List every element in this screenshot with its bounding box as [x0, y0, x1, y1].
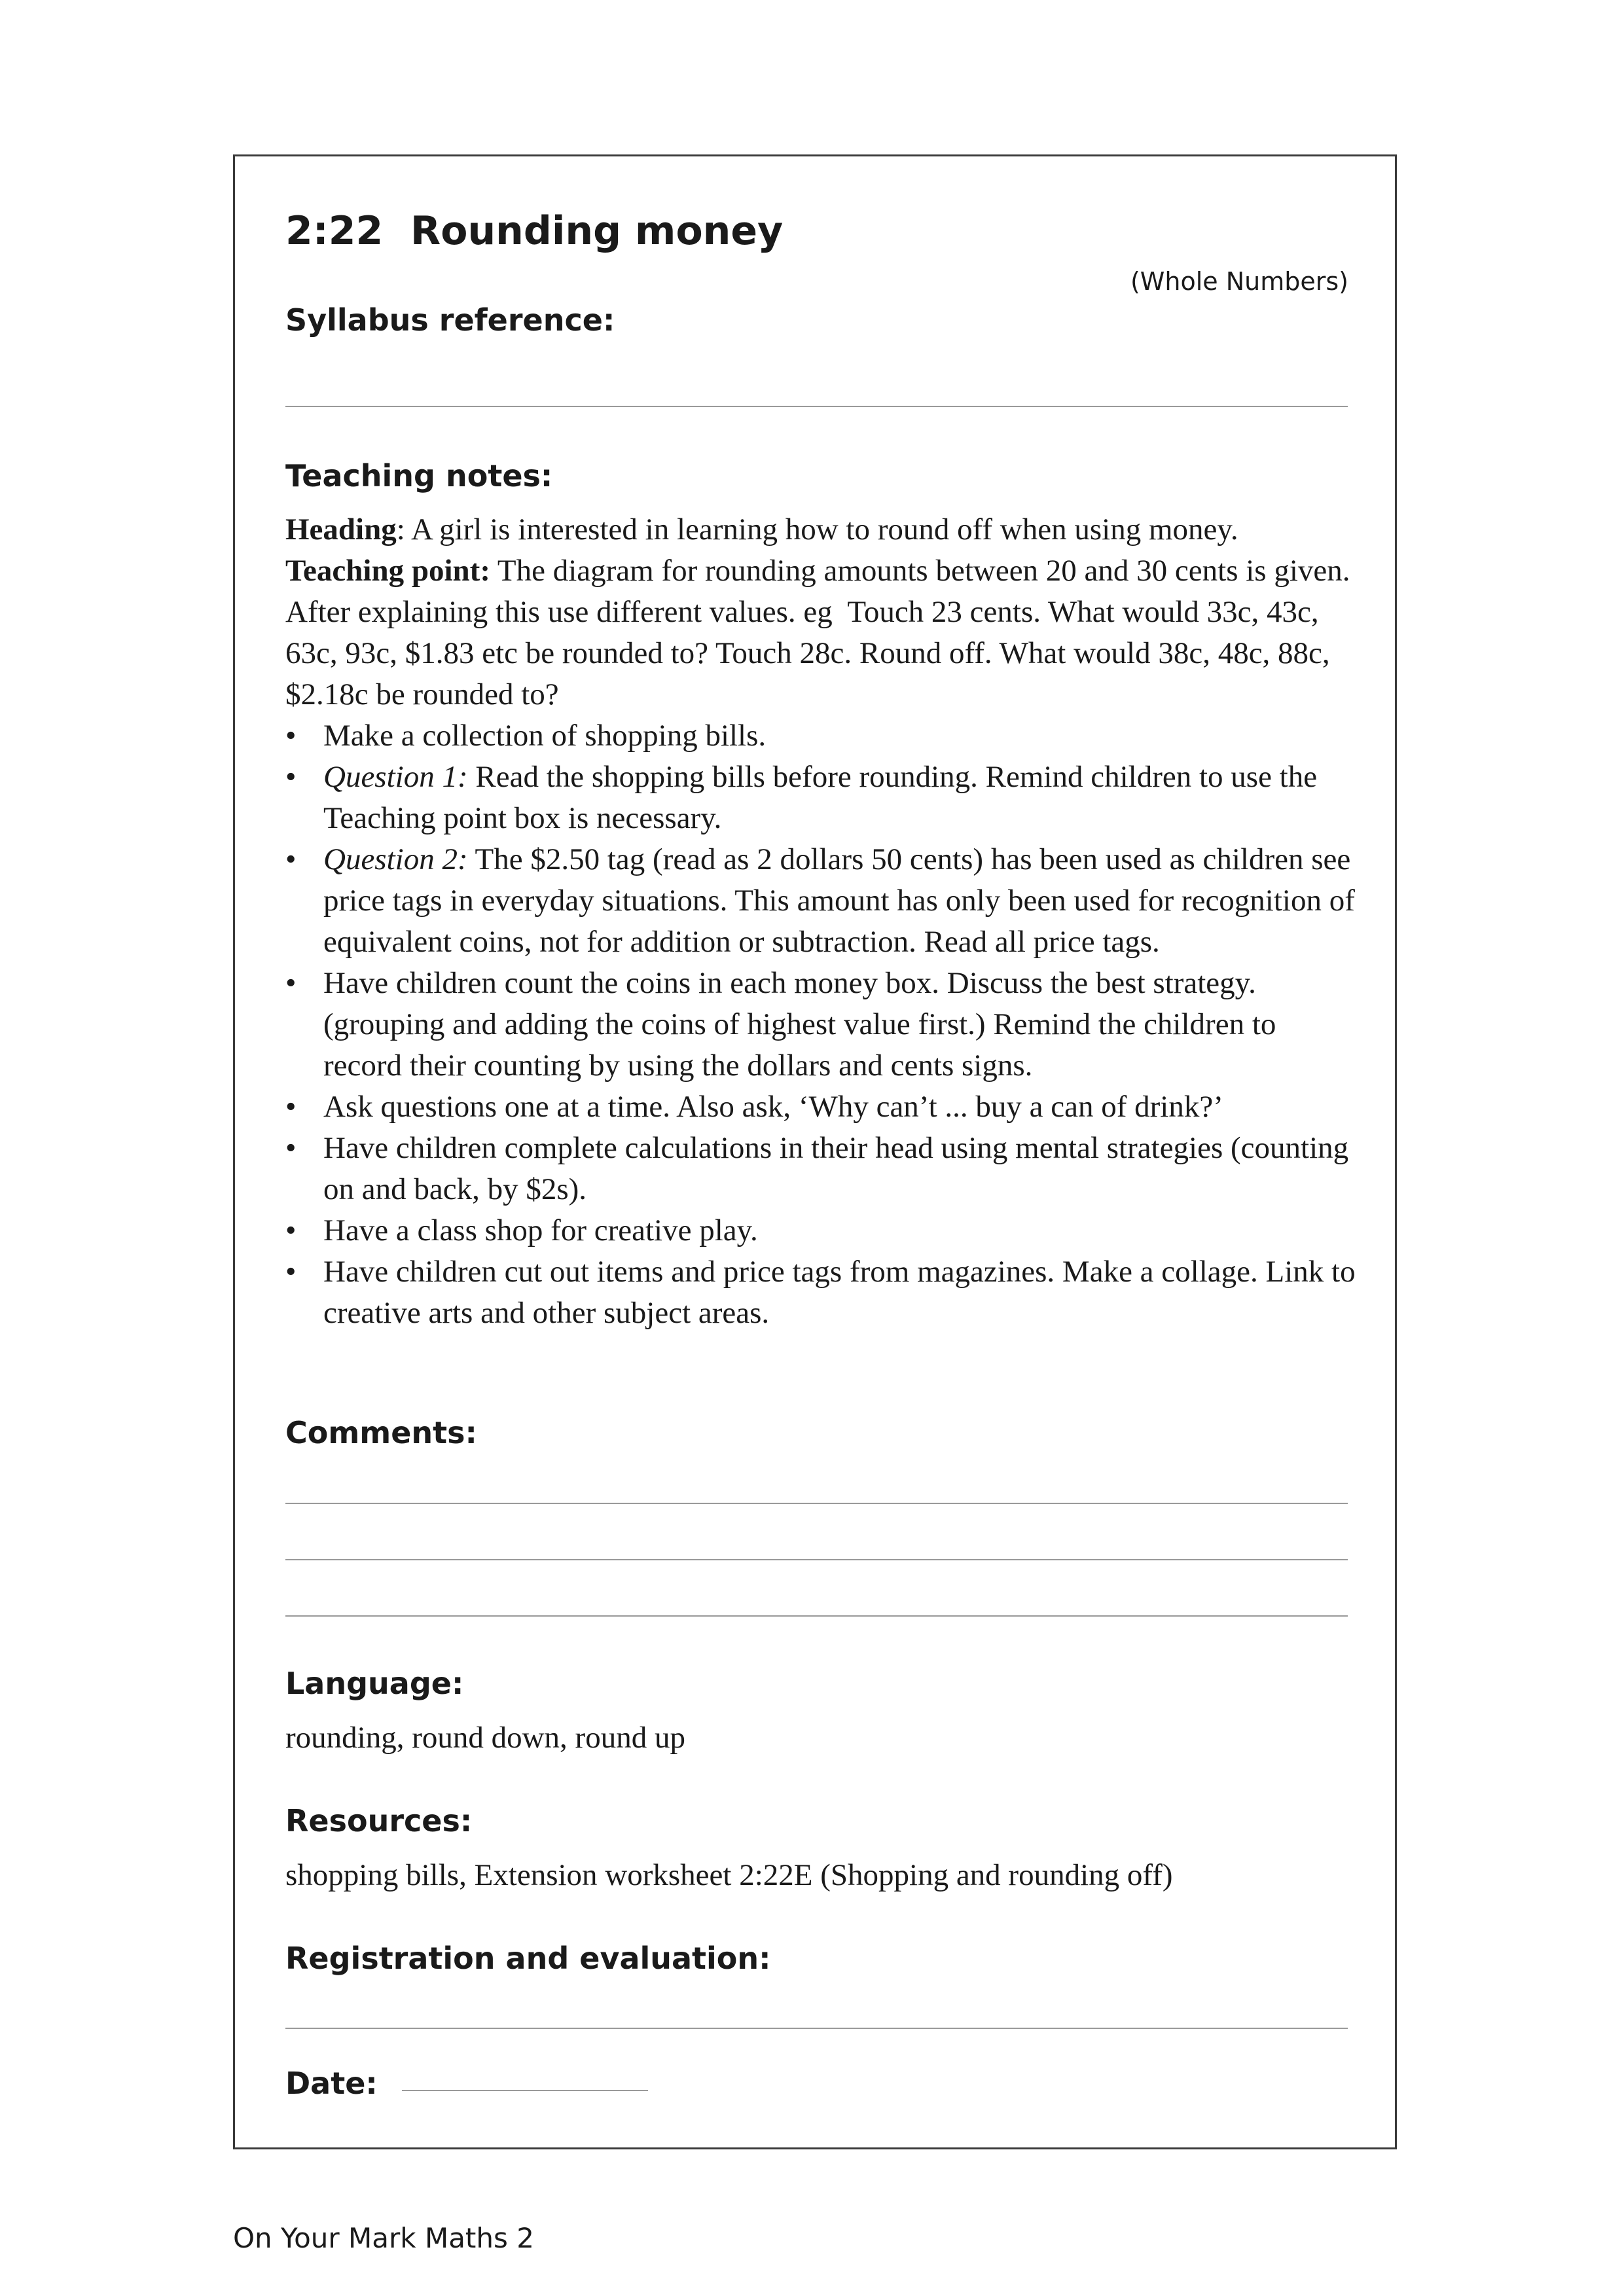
- list-item-text: The $2.50 tag (read as 2 dollars 50 cents) has been used as children see price tags in everyday situations. This amount has only been used for recognition of equivalent coins, not for addition or subtraction. Read all price tags.: [323, 842, 1363, 959]
- syllabus-reference-label: Syllabus reference:: [285, 302, 615, 338]
- list-item-prefix: Question 2:: [323, 842, 468, 876]
- bullet-icon: •: [285, 719, 297, 753]
- list-item: [285, 839, 1363, 963]
- teaching-point-label: Teaching point:: [285, 554, 490, 588]
- resources-text: shopping bills, Extension worksheet 2:22E (Shopping and rounding off): [285, 1858, 1173, 1892]
- syllabus-reference-line: [285, 406, 1348, 407]
- resources-label: Resources:: [285, 1803, 473, 1839]
- date-line: [402, 2090, 648, 2091]
- list-item-text: Make a collection of shopping bills.: [323, 719, 767, 753]
- comments-line: [285, 1503, 1348, 1504]
- footer-text: On Your Mark Maths 2: [233, 2222, 534, 2254]
- bullet-icon: •: [285, 760, 297, 794]
- teaching-notes-label: Teaching notes:: [285, 458, 553, 493]
- teaching-notes-body: [285, 509, 1363, 1334]
- list-item-text: Ask questions one at a time. Also ask, ‘Why can’t ... buy a can of drink?’: [323, 1090, 1223, 1124]
- comments-label: Comments:: [285, 1415, 477, 1450]
- strand-label: (Whole Numbers): [1130, 267, 1348, 296]
- bullet-icon: •: [285, 842, 297, 876]
- bullet-icon: •: [285, 1255, 297, 1289]
- teaching-point-text: The diagram for rounding amounts between 20 and 30 cents is given. After explaining this use different values. eg Touch 23 cents. What would 33c, 43c, 63c, 93c, $1.83 etc be rounded to? Touch 28c. Round off. What would 38c, 48c, 88c, $2.18c be rounded to?: [285, 554, 1356, 711]
- list-item-text: Have a class shop for creative play.: [323, 1213, 758, 1247]
- list-item: [285, 1210, 1359, 1251]
- bullet-icon: •: [285, 1090, 297, 1124]
- teaching-notes-list: [285, 715, 1363, 1334]
- list-item-prefix: Question 1:: [323, 760, 468, 794]
- language-text: rounding, round down, round up: [285, 1721, 685, 1755]
- list-item: [285, 1251, 1359, 1334]
- teaching-point-paragraph: [285, 550, 1359, 715]
- list-item: [285, 757, 1359, 839]
- bullet-icon: •: [285, 966, 297, 1000]
- page-title: 2:22 Rounding money: [285, 208, 784, 254]
- registration-label: Registration and evaluation:: [285, 1941, 771, 1976]
- heading-label: Heading: [285, 512, 397, 547]
- bullet-icon: •: [285, 1213, 297, 1247]
- registration-line: [285, 2028, 1348, 2029]
- language-label: Language:: [285, 1666, 464, 1701]
- list-item: [285, 1086, 1359, 1128]
- list-item: [285, 715, 1359, 757]
- list-item-text: Read the shopping bills before rounding. Remind children to use the Teaching point box is necessary.: [323, 760, 1325, 835]
- comments-line: [285, 1559, 1348, 1560]
- list-item-text: Have children complete calculations in their head using mental strategies (counting on and back, by $2s).: [323, 1131, 1349, 1206]
- list-item: [285, 1128, 1359, 1210]
- list-item: [285, 963, 1359, 1086]
- date-label: Date:: [285, 2066, 378, 2101]
- heading-paragraph: [285, 509, 1359, 550]
- comments-line: [285, 1615, 1348, 1617]
- bullet-icon: •: [285, 1131, 297, 1165]
- heading-text: : A girl is interested in learning how to round off when using money.: [396, 512, 1238, 547]
- list-item-text: Have children cut out items and price tags from magazines. Make a collage. Link to creative arts and other subject areas.: [323, 1255, 1356, 1330]
- list-item-text: Have children count the coins in each money box. Discuss the best strategy. (grouping and adding the coins of highest value first.) Remind the children to record their counting by using the dollars and cents signs.: [323, 966, 1276, 1083]
